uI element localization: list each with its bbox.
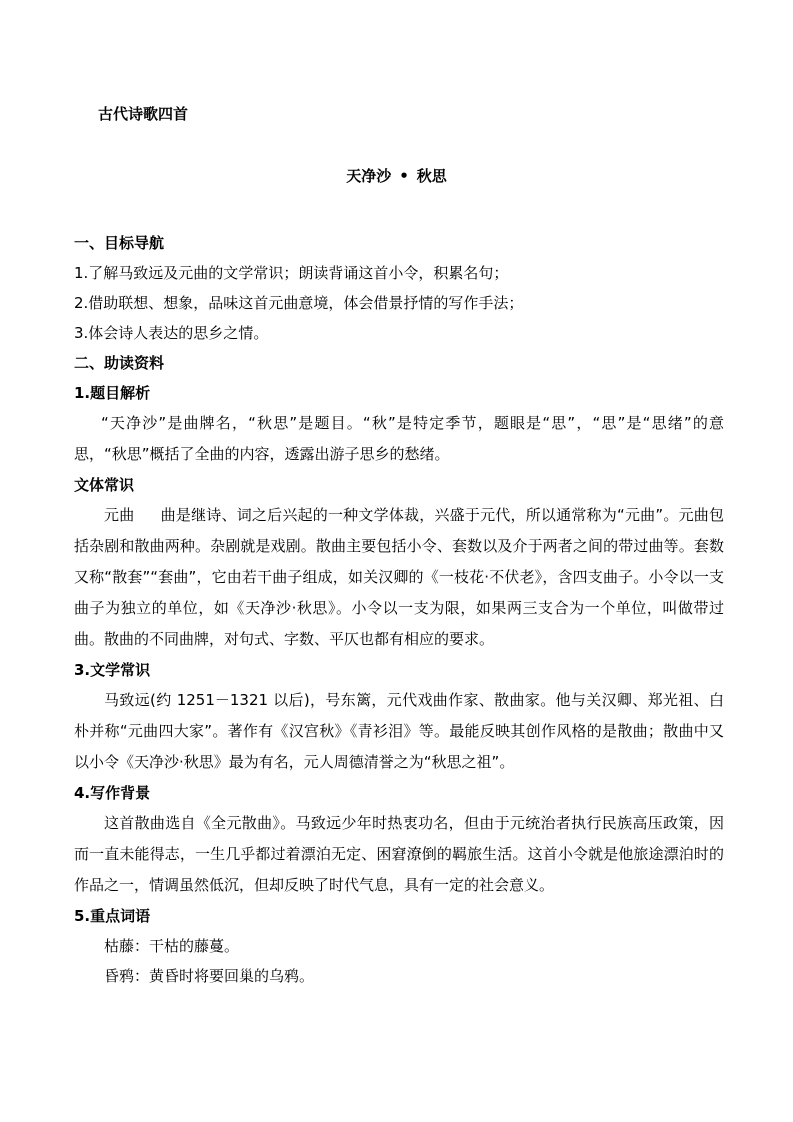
paragraph-title-analysis: “天净沙”是曲牌名，“秋思”是题目。“秋”是特定季节，题眼是“思”，“思”是“思绪”的意思，“秋思”概括了全曲的内容，透露出游子思乡的愁绪。 [74,414,724,463]
genre-text: 曲是继诗、词之后兴起的一种文学体裁，兴盛于元代，所以通常称为“元曲”。元曲包括杂剧和散曲两种。杂剧就是戏剧。散曲主要包括小令、套数以及介于两者之间的带过曲等。套数又称“散套”“套曲”，它由若干曲子组成，如关汉卿的《一枝花·不伏老》，含四支曲子。小令以一支曲子为独立的单位，如《天净沙·秋思》。小令以一支为限，如果两三支合为一个单位，叫做带过曲。散曲的不同曲牌，对句式、字数、平仄也都有相应的要求。 [74,506,724,648]
poem-title-separator: • [399,167,409,185]
subheading-background: 4.写作背景 [74,784,151,802]
subheading-title-analysis: 1.题目解析 [74,384,151,402]
document-body [74,228,724,991]
paragraph-literary: 马致远(约 1251－1321 以后)，号东篱，元代戏曲作家、散曲家。他与关汉卿、郑光祖、白朴并称“元曲四大家”。著作有《汉宫秋》《青衫泪》等。最能反映其创作风格的是散曲；散曲中又以小令《天净沙·秋思》最为有名，元人周德清誉之为“秋思之祖”。 [74,691,724,771]
section-heading-reading: 二、助读资料 [74,354,165,372]
goal-item: 1.了解马致远及元曲的文学常识；朗读背诵这首小令，积累名句； [74,264,509,282]
keyword-item: 昏鸦：黄昏时将要回巢的乌鸦。 [104,967,315,985]
poem-title [0,165,793,186]
document-title: 古代诗歌四首 [98,105,189,123]
subheading-genre: 文体常识 [74,476,135,494]
poem-title-tune: 天净沙 [346,167,392,185]
goal-item: 3.体会诗人表达的思乡之情。 [74,324,269,342]
goal-item: 2.借助联想、想象，品味这首元曲意境，体会借景抒情的写作手法； [74,294,524,312]
subheading-literary: 3.文学常识 [74,661,151,679]
paragraph-background: 这首散曲选自《全元散曲》。马致远少年时热衷功名，但由于元统治者执行民族高压政策，因而一直未能得志，一生几乎都过着漂泊无定、困窘潦倒的羁旅生活。这首小令就是他旅途漂泊时的作品之一，情调虽然低沉，但却反映了时代气息，具有一定的社会意义。 [74,814,724,894]
subheading-keywords: 5.重点词语 [74,907,151,925]
section-heading-goals: 一、目标导航 [74,234,165,252]
paragraph-genre [74,500,724,655]
poem-title-name: 秋思 [416,167,447,185]
keyword-item: 枯藤：干枯的藤蔓。 [104,937,240,955]
genre-term: 元曲 [104,506,135,524]
